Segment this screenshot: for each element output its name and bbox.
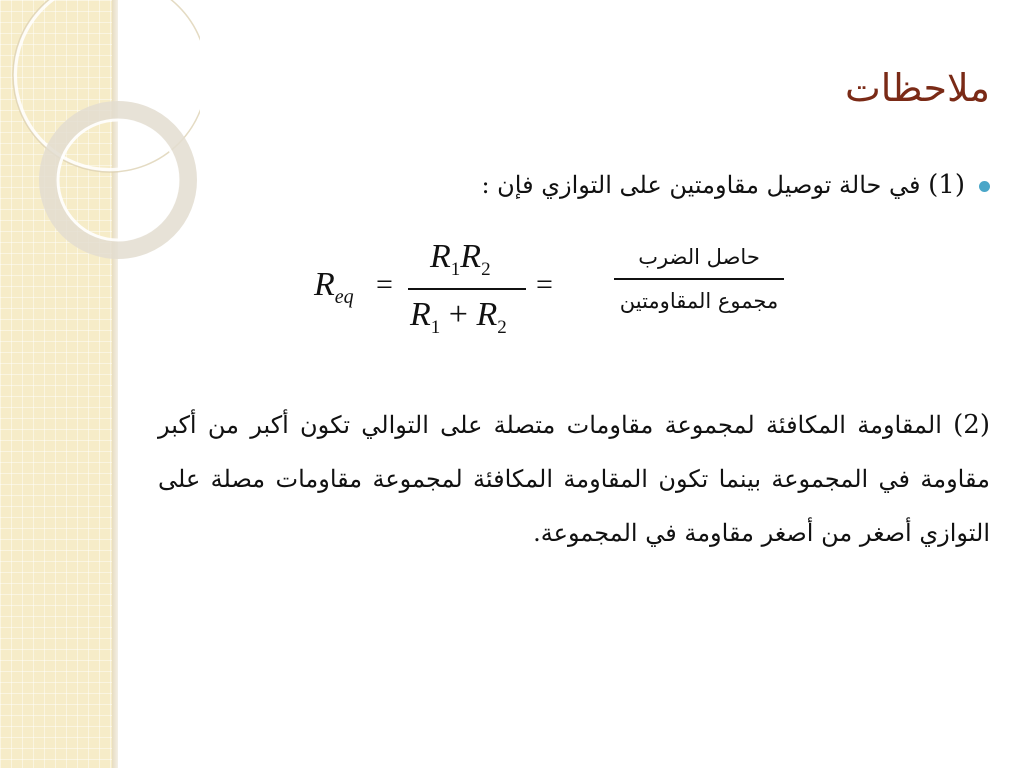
bullet-point-1 xyxy=(180,170,990,200)
note-2-text: المقاومة المكافئة لمجموعة مقاومات متصلة على التوالي تكون أكبر من أكبر مقاومة في المجموعة بينما تكون المقاومة المكافئة لمجموعة مقاومات مصلة على التوازي أصغر من أصغر مقاومة في المجموعة. xyxy=(158,411,990,547)
note-2-paragraph xyxy=(158,398,990,560)
word-fraction xyxy=(610,240,788,316)
decorative-circles xyxy=(0,0,200,260)
fraction-bar xyxy=(408,288,526,290)
slide-title: ملاحظات xyxy=(844,66,990,110)
req-symbol: $R_{eq}$ xyxy=(314,266,354,308)
note-2-number: (2) xyxy=(953,410,990,440)
word-denominator: مجموع المقاومتين xyxy=(619,289,779,313)
fraction-denominator: $R_1 + R_2$ xyxy=(410,296,507,338)
word-numerator: حاصل الضرب xyxy=(638,245,760,269)
bullet-number: (1) xyxy=(928,170,965,200)
equals-sign-1: = xyxy=(376,268,393,301)
word-fraction-bar xyxy=(614,278,784,280)
bullet-text: في حالة توصيل مقاومتين على التوازي فإن : xyxy=(481,171,921,199)
equals-sign-2: = xyxy=(536,268,553,301)
fraction-numerator: $R_1R_2$ xyxy=(430,238,491,280)
parallel-resistance-formula xyxy=(310,238,790,348)
bullet-dot-icon xyxy=(979,181,990,192)
